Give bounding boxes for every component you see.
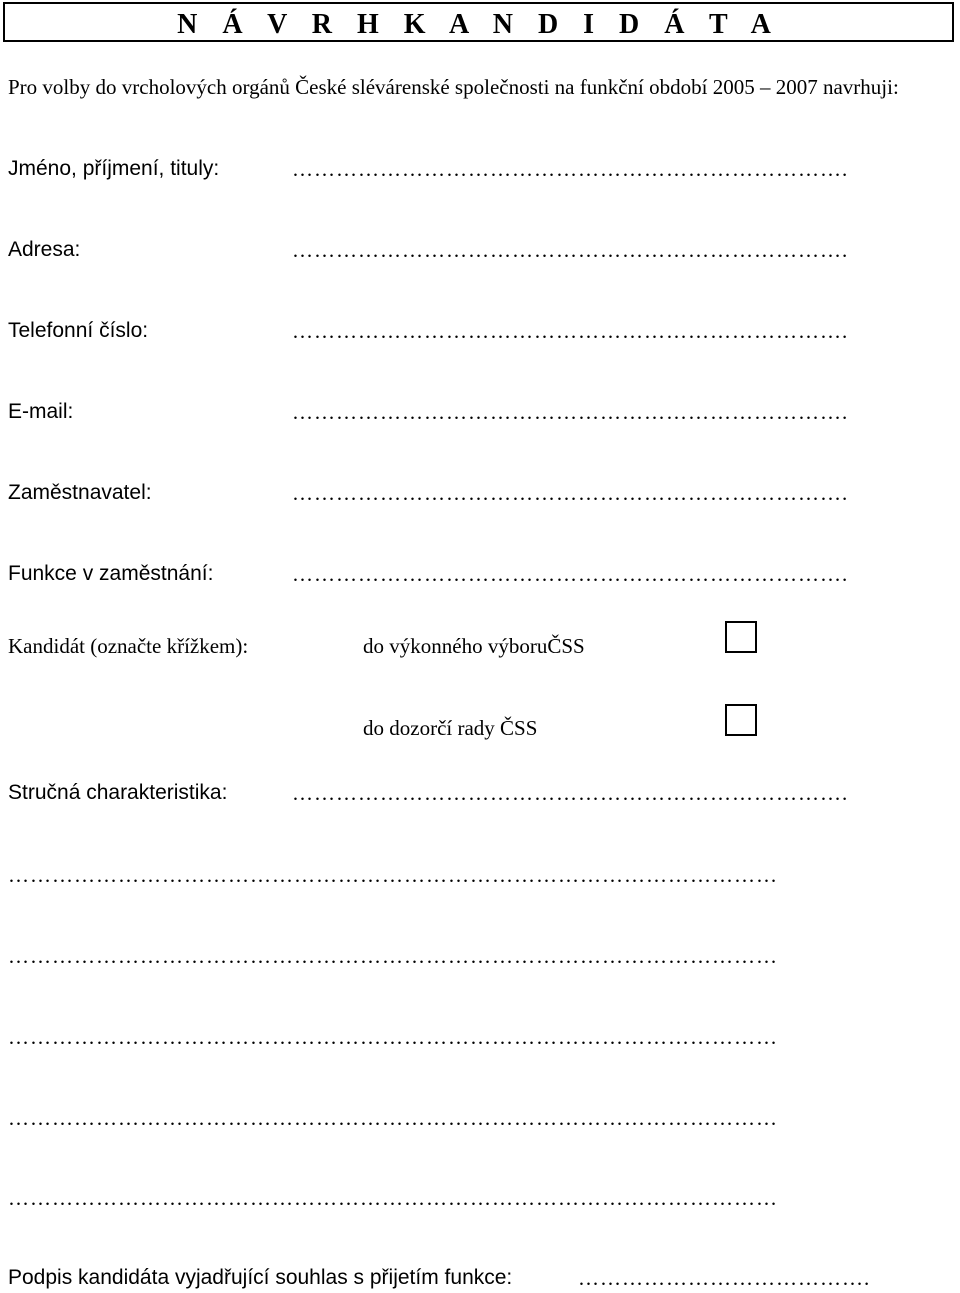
candidate-label: Kandidát (označte křížkem): xyxy=(8,634,249,658)
signature-label: Podpis kandidáta vyjadřující souhlas s přijetím funkce: xyxy=(8,1266,513,1289)
employer-field[interactable]: …………………………………………………………………. xyxy=(292,481,849,505)
page-title: N Á V R H K A N D I D Á T A xyxy=(177,9,780,40)
summary-field[interactable]: …………………………………………………………………. xyxy=(292,781,849,805)
summary-label: Stručná charakteristika: xyxy=(8,781,228,804)
title-box xyxy=(3,2,954,42)
address-label: Adresa: xyxy=(8,238,81,261)
summary-line[interactable]: …………………………………………………………………………………………… xyxy=(8,1025,778,1049)
position-label: Funkce v zaměstnání: xyxy=(8,562,214,585)
option-executive-committee-label: do výkonného výboruČSS xyxy=(363,634,585,658)
address-field[interactable]: …………………………………………………………………. xyxy=(292,238,849,262)
intro-text: Pro volby do vrcholových orgánů České slévárenské společnosti na funkční období 2005 – 2007 navrhuji: xyxy=(8,75,899,99)
summary-line[interactable]: …………………………………………………………………………………………… xyxy=(8,1186,778,1210)
name-label: Jméno, příjmení, tituly: xyxy=(8,157,220,180)
summary-line[interactable]: …………………………………………………………………………………………… xyxy=(8,863,778,887)
name-field[interactable]: …………………………………………………………………. xyxy=(292,157,849,181)
phone-label: Telefonní číslo: xyxy=(8,319,149,342)
executive-committee-checkbox[interactable] xyxy=(725,621,757,653)
signature-field[interactable]: …………………………………. xyxy=(578,1266,871,1290)
summary-line[interactable]: …………………………………………………………………………………………… xyxy=(8,1106,778,1130)
option-supervisory-board-label: do dozorčí rady ČSS xyxy=(363,716,538,740)
position-field[interactable]: …………………………………………………………………. xyxy=(292,562,849,586)
employer-label: Zaměstnavatel: xyxy=(8,481,152,504)
email-label: E-mail: xyxy=(8,400,74,423)
phone-field[interactable]: …………………………………………………………………. xyxy=(292,319,849,343)
email-field[interactable]: …………………………………………………………………. xyxy=(292,400,849,424)
summary-line[interactable]: …………………………………………………………………………………………… xyxy=(8,944,778,968)
supervisory-board-checkbox[interactable] xyxy=(725,704,757,736)
